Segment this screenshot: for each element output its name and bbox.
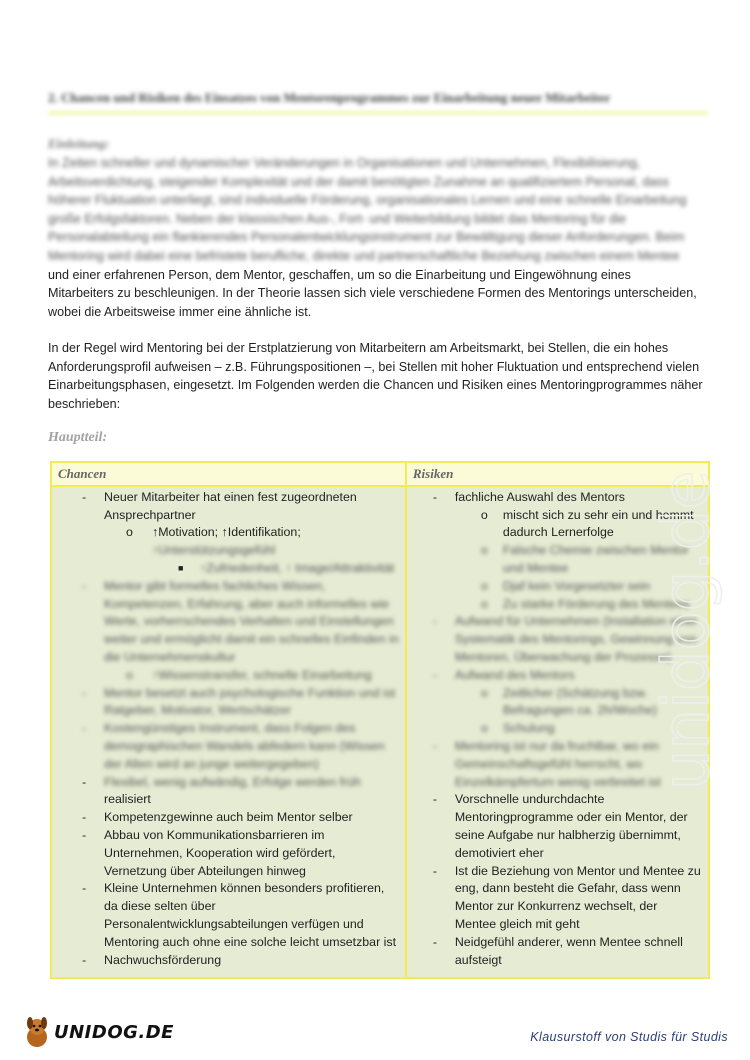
chancen-cell: [51, 486, 406, 979]
sub-list-item: o Falsche Chemie zwischen Mentor und Mentee: [480, 543, 689, 575]
text-line: Personalabteilung ein flankierendes Personalentwicklungsinstrument zur Bewältigung dieser Anforderungen. Beim: [48, 230, 685, 245]
list-item: - fachliche Auswahl des Mentors: [432, 489, 625, 504]
text-line: große Erfolgsfaktoren. Neben der klassischen Aus-, Fort- und Weiterbildung bildet das Mentoring für die: [48, 211, 626, 226]
footer-logo[interactable]: [22, 1014, 174, 1050]
list-item: - Vorschnelle undurchdachte Mentoringprogramme oder ein Mentor, der seine Aufgabe nur halbherzig übernimmt, demotiviert eher: [432, 792, 688, 860]
list-item: - Flexibel, wenig aufwändig, Erfolge werden früh realisiert: [82, 774, 361, 807]
intro-label: Einleitung:: [48, 136, 110, 151]
main-label: Hauptteil:: [48, 430, 108, 445]
text-line: beschrieben:: [48, 396, 121, 411]
intro-paragraph: [48, 154, 713, 321]
list-item: - Kleine Unternehmen können besonders profitieren, da diese selten über Personalentwicklungsabteilungen verfügen und Mentoring auch ohne eine solche leicht umsetzbar ist: [82, 881, 397, 949]
list-item: - Abbau von Kommunikationsbarrieren im Unternehmen, Kooperation wird gefördert, Vernetzung über Abteilungen hinweg: [82, 827, 336, 878]
list-item: - Neuer Mitarbeiter hat einen fest zugeordneten Ansprechpartner: [82, 489, 357, 522]
sub-list-item: ↑Unterstützungsgefühl: [152, 543, 276, 558]
sub-sub-list-item: ■ ↑Zufriedenheit, ↑ Image/Attraktivität: [178, 560, 395, 575]
footer-tagline: Klausurstoff von Studis für Studis: [530, 1030, 728, 1044]
list-item: - Aufwand für Unternehmen (Installation einer Systematik des Mentorings, Gewinnung von Mentoren, Überwachung der Prozesse): [432, 614, 698, 664]
text-line: Mentoring wird dabei eine befristete berufliche, direkte und partnerschaftliche Beziehung zwischen einem Mentee: [48, 248, 680, 263]
text-line: und einer erfahrenen Person, dem Mentor, geschaffen, um so die Einarbeitung und Eingewöhnung eines: [48, 267, 631, 282]
list-item: - Neidgefühl anderer, wenn Mentee schnell aufsteigt: [432, 934, 683, 967]
text-line: höherer Fluktuation unterliegt, sind individuelle Förderung, organisationales Lernen und eine schnelle Einarbeitung: [48, 193, 687, 208]
sub-list-item: o Zu starke Förderung des Mentees: [480, 596, 690, 611]
text-line: wobei die Arbeitsweise immer eine ähnliche ist.: [48, 304, 312, 319]
section-heading: 2. Chancen und Risiken des Einsatzes von Mentorenprogrammes zur Einarbeitung neuer Mitarbeiter: [48, 90, 708, 114]
column-header-chancen: Chancen: [51, 462, 406, 486]
watermark: [650, 300, 728, 820]
list-item: - Nachwuchsförderung: [82, 952, 222, 967]
sub-list-item: o Zeitlicher (Schätzung bzw. Befragungen ca. 2h/Woche): [480, 685, 657, 718]
chances-risks-table: [50, 461, 710, 979]
list-item: - Aufwand des Mentors: [432, 667, 575, 682]
sub-list-item: o ↑Motivation; ↑Identifikation;: [126, 525, 301, 540]
list-item: - Kompetenzgewinne auch beim Mentor selber: [82, 810, 353, 825]
sub-list-item: o mischt sich zu sehr ein und hemmt dadurch Lernerfolge: [480, 507, 694, 540]
text-line: Arbeitsverdichtung, steigender Komplexität und der damit benötigten Zunahme an qualifiziertem Personal, dass: [48, 174, 669, 189]
list-item: - Mentor gibt formelles fachliches Wissen, Kompetenzen, Erfahrung, aber auch informelles wie Werte, vorherrschendes Verhalten und Einstellungen weiter und ermöglicht damit ein schnelles Einfinden in die Unternehmenskultur: [82, 578, 399, 664]
sub-list-item: o ↑Wissenstransfer, schnelle Einarbeitung: [126, 667, 372, 682]
second-paragraph: [48, 339, 713, 413]
list-item: - Mentoring ist nur da fruchtbar, wo ein Gemeinschaftsgefühl herrscht, wo Einzelkämpfertum wenig verbreitet ist: [432, 738, 661, 789]
brand-name: UNIDOG.DE: [54, 1021, 174, 1043]
text-line: In Zeiten schneller und dynamischer Veränderungen in Organisationen und Unternehmen, Flexibilisierung,: [48, 156, 641, 170]
column-header-risiken: Risiken: [406, 462, 709, 486]
list-item: - Mentor besetzt auch psychologische Funktion und ist Ratgeber, Motivator, Wertschätzer: [82, 685, 396, 718]
text-line: In der Regel wird Mentoring bei der Erstplatzierung von Mitarbeitern am Arbeitsmarkt, bei Stellen, die ein hohes: [48, 341, 669, 355]
sub-list-item: o Schulung: [480, 721, 555, 736]
text-line: Mitarbeiters zu beschleunigen. In der Theorie lassen sich viele verschiedene Formen des Mentorings unterscheiden,: [48, 286, 697, 301]
list-item: - Kostengünstiges Instrument, dass Folgen des demographischen Wandels abfedern kann (Wissen der Alten wird an junge weitergegeben): [82, 721, 385, 771]
watermark-text: unidog.de: [650, 470, 724, 790]
sub-list-item: o Djaf kein Vorgesetzter sein: [480, 578, 651, 593]
list-item: - Ist die Beziehung von Mentor und Mentee zu eng, dann besteht die Gefahr, dass wenn Mentor zur Konkurrenz wechselt, der Mentee gleich mit geht: [432, 863, 701, 931]
text-line: Anforderungsprofil aufweisen – z.B. Führungspositionen –, bei Stellen mit hoher Fluktuation und entsprechend vielen: [48, 359, 700, 374]
dog-mascot-icon: [22, 1015, 52, 1049]
text-line: Einarbeitungsphasen, eingesetzt. Im Folgenden werden die Chancen und Risiken eines Mentoringprogrammes näher: [48, 378, 703, 393]
